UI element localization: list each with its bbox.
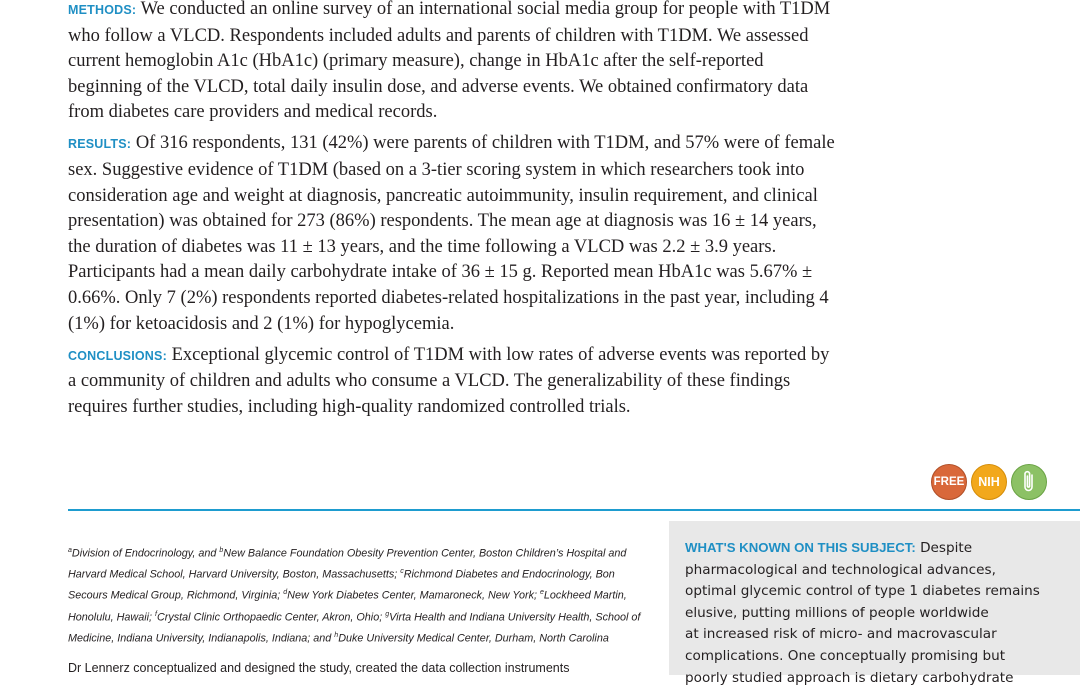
author-contributions: Dr Lennerz conceptualized and designed the study, created the data collection instruments <box>68 661 570 675</box>
affil-text-e: Lockheed Martin, Honolulu, Hawaii; <box>68 589 627 624</box>
methods-paragraph <box>68 0 838 126</box>
paperclip-icon[interactable] <box>1011 464 1047 500</box>
whats-known-line: optimal glycemic control of type 1 diabetes remains <box>685 583 1040 600</box>
affil-text-d: New York Diabetes Center, Mamaroneck, New York; <box>287 589 540 602</box>
whats-known-line: elusive, putting millions of people worldwide <box>685 604 989 621</box>
affil-text-c: Richmond Diabetes and Endocrinology, Bon Secours Medical Group, Richmond, Virginia; <box>68 568 615 602</box>
affil-marker-f: f <box>155 610 157 618</box>
results-text: Of 316 respondents, 131 (42%) were parents of children with T1DM, and 57% were of female sex. Suggestive evidence of T1DM (based on a 3-tier scoring system in which researchers took into consideration age and weight at diagnosis, pancreatic autoimmunity, insulin requirement, and clinical presentation) was obtained for 273 (86%) respondents. The mean age at diagnosis was 16 ± 14 years, the duration of diabetes was 11 ± 13 years, and the time following a VLCD was 2.2 ± 3.9 years. Participants had a mean daily carbohydrate intake of 36 ± 15 g. Reported mean HbA1c was 5.67% ± 0.66%. Only 7 (2%) respondents reported diabetes-related hospitalizations in the past year, including 4 (1%) for ketoacidosis and 2 (1%) for hypoglycemia. <box>68 133 835 334</box>
methods-text: We conducted an online survey of an international social media group for people with T1DM who follow a VLCD. Respondents included adults and parents of children with T1DM. We assessed current hemoglobin A1c (HbA1c) (primary measure), change in HbA1c after the self-reported beginning of the VLCD, total daily insulin dose, and adverse events. We obtained confirmatory data from diabetes care providers and medical records. <box>68 0 831 123</box>
whats-known-line: poorly studied approach is dietary carbohydrate <box>685 669 1014 686</box>
free-access-badge[interactable] <box>931 464 967 500</box>
methods-label: METHODS: <box>68 3 137 17</box>
affil-marker-a: a <box>68 547 72 554</box>
affil-text-a: Division of Endocrinology, and <box>71 547 220 560</box>
affil-text-b: New Balance Foundation Obesity Prevention Center, Boston Children’s Hospital and Harvard Medical School, Harvard University, Boston, Massachusetts; <box>68 547 627 581</box>
conclusions-text: Exceptional glycemic control of T1DM with low rates of adverse events was reported by a community of children and adults who consume a VLCD. The generalizability of these findings requires further studies, including high-quality randomized controlled trials. <box>68 344 830 417</box>
affil-text-g: Virta Health and Indiana University Health, School of Medicine, Indiana University, Indianapolis, Indiana; and <box>68 611 641 645</box>
abstract-section <box>68 0 838 426</box>
results-label: RESULTS: <box>68 137 132 152</box>
author-affiliations <box>68 542 650 648</box>
access-badges <box>931 464 1047 500</box>
whats-known-first-line <box>685 537 1080 560</box>
affil-text-h: Duke University Medical Center, Durham, North Carolina <box>338 632 609 645</box>
paperclip-glyph <box>1019 470 1039 494</box>
affil-marker-c: c <box>400 568 404 576</box>
affil-text-f: Crystal Clinic Orthopaedic Center, Akron, Ohio; <box>156 611 386 624</box>
whats-known-line: pharmacological and technological advances, <box>685 561 996 578</box>
conclusions-paragraph <box>68 343 838 421</box>
whats-known-line: at increased risk of micro- and macrovascular <box>685 626 997 643</box>
whats-known-line: Despite <box>920 540 973 556</box>
affil-marker-h: h <box>334 631 339 639</box>
free-badge-label: FREE <box>933 476 965 488</box>
affil-marker-g: g <box>385 610 390 618</box>
results-paragraph <box>68 131 838 337</box>
nih-badge[interactable] <box>971 464 1007 500</box>
conclusions-label: CONCLUSIONS: <box>68 348 167 363</box>
whats-known-label: WHAT'S KNOWN ON THIS SUBJECT: <box>685 540 916 555</box>
nih-badge-label: NIH <box>978 475 1000 489</box>
whats-known-line: complications. One conceptually promising but <box>685 647 1006 664</box>
affil-marker-d: d <box>283 589 288 597</box>
affil-marker-e: e <box>540 589 544 597</box>
section-divider <box>68 509 1080 511</box>
whats-known-box <box>669 521 1080 686</box>
affil-marker-b: b <box>219 547 224 554</box>
